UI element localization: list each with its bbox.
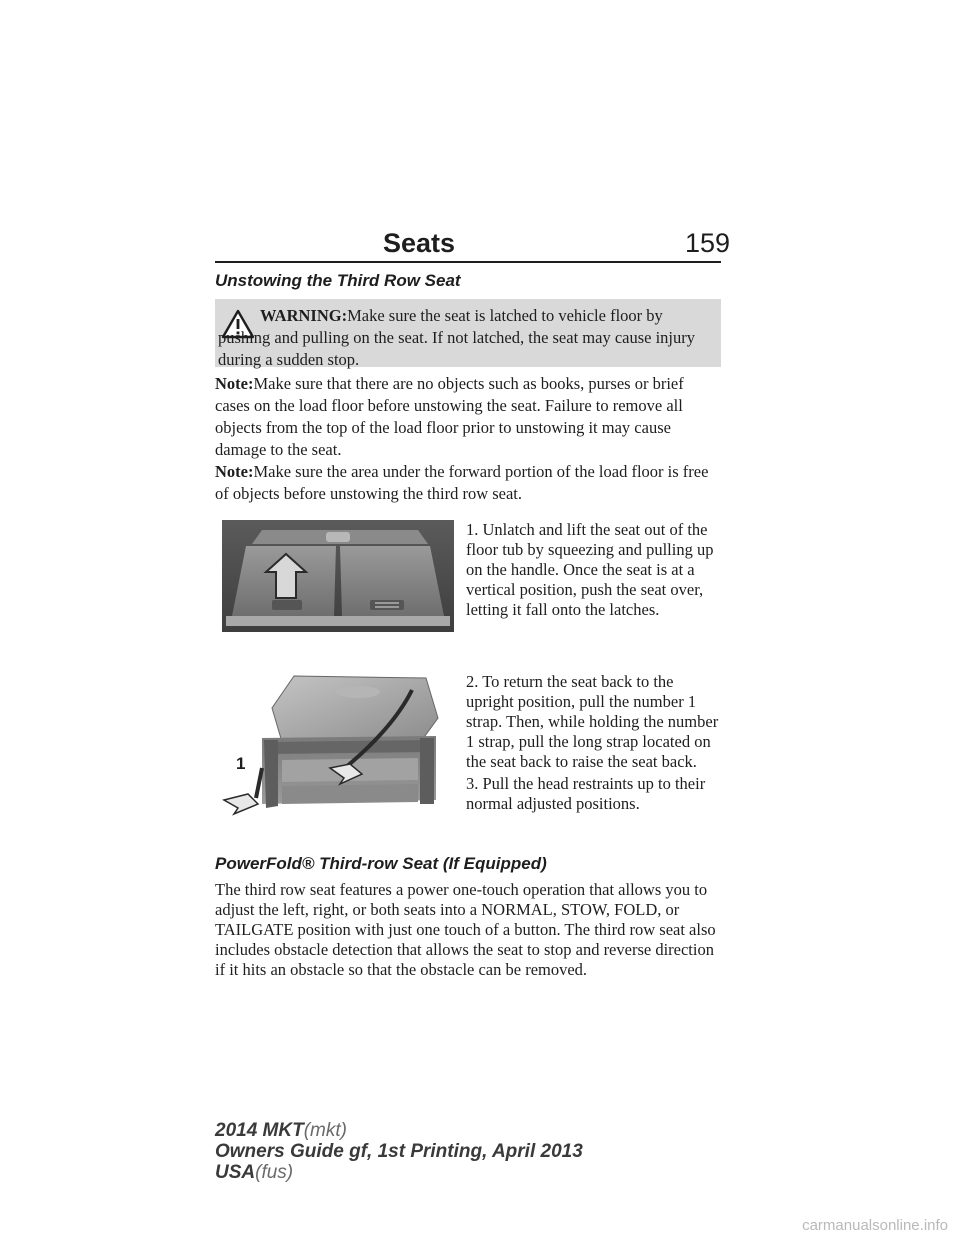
footer-model: 2014 MKT <box>215 1120 304 1141</box>
powerfold-description: The third row seat features a power one-touch operation that allows you to adjust the left, right, or both seats into a NORMAL, STOW, FOLD, or TAILGATE position with just one touch of a button. The third row seat also includes obstacle detection that allows the seat to stop and reverse direction if it hits an obstacle so that the obstacle can be removed. <box>215 880 716 979</box>
warning-text <box>218 305 712 371</box>
note-label: Note: <box>215 462 254 481</box>
warning-body: Make sure the seat is latched to vehicle floor by pushing and pulling on the seat. If not latched, the seat may cause injury during a sudden stop. <box>218 306 696 369</box>
footer-model-code: (mkt) <box>303 1120 347 1141</box>
header-rule <box>215 261 721 263</box>
footer-region-code: (fus) <box>255 1162 294 1183</box>
footer-guide: Owners Guide gf, 1st Printing, April 2013 <box>215 1141 583 1162</box>
figure-callout-1: 1 <box>236 754 246 773</box>
seat-unlatch-illustration <box>222 520 454 632</box>
section-heading-powerfold: PowerFold® Third-row Seat (If Equipped) <box>215 854 547 873</box>
warning-label: WARNING: <box>260 306 348 325</box>
step-2: 2. To return the seat back to the upright position, pull the number 1 strap. Then, while holding the number 1 strap, pull the long strap located on the seat back to raise the seat back. <box>466 672 719 771</box>
note-2 <box>215 461 721 505</box>
watermark: carmanualsonline.info <box>802 1217 948 1234</box>
footer-print-info <box>215 1120 583 1183</box>
note-label: Note: <box>215 374 254 393</box>
note-1 <box>215 373 721 461</box>
note-text: Make sure the area under the forward portion of the load floor is free of objects before unstowing the third row seat. <box>215 462 709 503</box>
seat-raise-illustration <box>222 668 454 818</box>
step-1: 1. Unlatch and lift the seat out of the floor tub by squeezing and pulling up on the handle. Once the seat is at a vertical position, push the seat over, letting it fall onto the latches. <box>466 520 714 619</box>
section-heading-unstowing: Unstowing the Third Row Seat <box>215 271 461 290</box>
note-text: Make sure that there are no objects such as books, purses or brief cases on the load floor before unstowing the seat. Failure to remove all objects from the top of the load floor prior to unstowing it may cause damage to the seat. <box>215 374 684 459</box>
step-3: 3. Pull the head restraints up to their normal adjusted positions. <box>466 774 706 813</box>
page-section-title: Seats <box>383 228 456 258</box>
footer-region: USA <box>215 1162 256 1183</box>
page-number: 159 <box>685 228 731 258</box>
